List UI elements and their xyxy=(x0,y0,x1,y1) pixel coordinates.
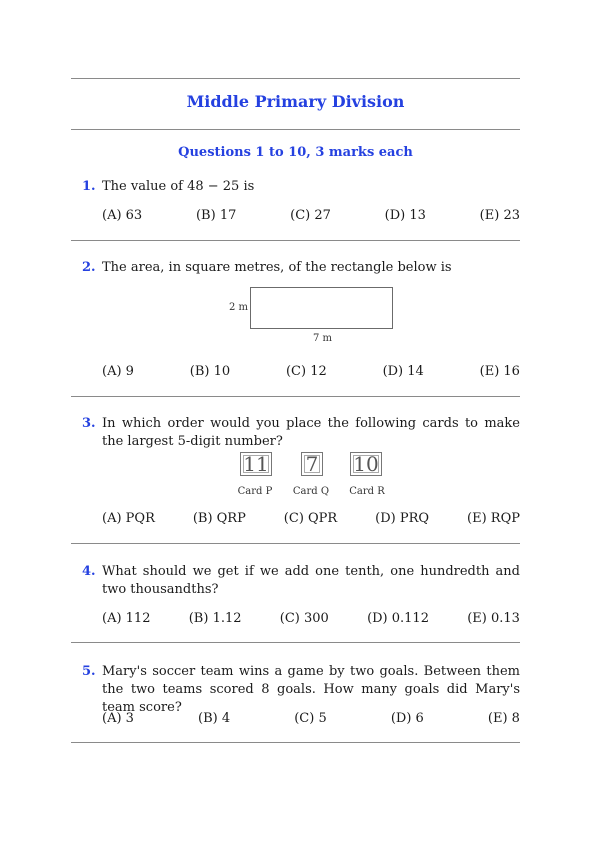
option-b[interactable]: (B) 10 xyxy=(189,364,231,379)
option-b[interactable]: (B) 4 xyxy=(198,711,231,726)
option-d[interactable]: (D) PRQ xyxy=(375,511,430,526)
answer-options xyxy=(102,710,520,728)
option-c[interactable]: (C) 300 xyxy=(279,611,329,626)
option-e[interactable]: (E) 8 xyxy=(487,711,520,726)
top-rule xyxy=(71,78,520,79)
option-d[interactable]: (D) 13 xyxy=(384,208,426,223)
division-title: Middle Primary Division xyxy=(186,92,405,111)
option-e[interactable]: (E) 0.13 xyxy=(467,611,520,626)
question-5 xyxy=(71,663,520,726)
question-number: 5. xyxy=(82,664,96,679)
option-e[interactable]: (E) 23 xyxy=(479,208,520,223)
card-q: 7 xyxy=(301,452,323,476)
question-text: In which order would you place the following cards to make the largest 5-digit number? xyxy=(102,416,520,449)
answer-options xyxy=(102,610,520,628)
rectangle-figure xyxy=(250,287,393,329)
question-number: 2. xyxy=(82,260,96,275)
option-b[interactable]: (B) QRP xyxy=(192,511,246,526)
option-e[interactable]: (E) 16 xyxy=(479,364,520,379)
rectangle-height-label: 2 m xyxy=(229,302,249,313)
title-rule xyxy=(71,129,520,130)
question-2 xyxy=(71,259,520,277)
question-text: The area, in square metres, of the rectangle below is xyxy=(102,260,452,275)
option-a[interactable]: (A) 112 xyxy=(102,611,151,626)
divider xyxy=(71,240,520,241)
option-a[interactable]: (A) 63 xyxy=(102,208,143,223)
answer-options xyxy=(102,207,520,225)
option-c[interactable]: (C) 27 xyxy=(290,208,331,223)
question-3 xyxy=(71,415,520,451)
option-a[interactable]: (A) PQR xyxy=(102,511,155,526)
question-text: The value of 48 − 25 is xyxy=(102,179,255,194)
question-number: 1. xyxy=(82,179,96,194)
card-q-label: Card Q xyxy=(292,486,330,497)
card-r: 10 xyxy=(350,452,382,476)
option-e[interactable]: (E) RQP xyxy=(467,511,520,526)
question-number: 4. xyxy=(82,564,96,579)
card-p-label: Card P xyxy=(237,486,273,497)
option-b[interactable]: (B) 1.12 xyxy=(188,611,242,626)
option-a[interactable]: (A) 9 xyxy=(102,364,134,379)
bottom-rule xyxy=(71,742,520,743)
question-text: What should we get if we add one tenth, one hundredth and two thousandths? xyxy=(102,564,520,597)
section-subtitle: Questions 1 to 10, 3 marks each xyxy=(178,145,413,160)
option-d[interactable]: (D) 14 xyxy=(382,364,424,379)
option-a[interactable]: (A) 3 xyxy=(102,711,134,726)
question-number: 3. xyxy=(82,416,96,431)
card-r-label: Card R xyxy=(349,486,385,497)
divider xyxy=(71,396,520,397)
option-b[interactable]: (B) 17 xyxy=(195,208,237,223)
divider xyxy=(71,543,520,544)
rectangle-width-label: 7 m xyxy=(313,333,333,344)
divider xyxy=(71,642,520,643)
card-p: 11 xyxy=(240,452,272,476)
question-4 xyxy=(71,563,520,626)
option-c[interactable]: (C) QPR xyxy=(283,511,338,526)
option-d[interactable]: (D) 6 xyxy=(390,711,424,726)
answer-options xyxy=(102,510,520,528)
option-c[interactable]: (C) 12 xyxy=(285,364,327,379)
question-1 xyxy=(71,178,520,223)
option-c[interactable]: (C) 5 xyxy=(294,711,327,726)
option-d[interactable]: (D) 0.112 xyxy=(367,611,429,626)
answer-options xyxy=(102,363,520,381)
question-text: Mary's soccer team wins a game by two goals. Between them the two teams scored 8 goals. How many goals did Mary's team score? xyxy=(102,664,520,715)
